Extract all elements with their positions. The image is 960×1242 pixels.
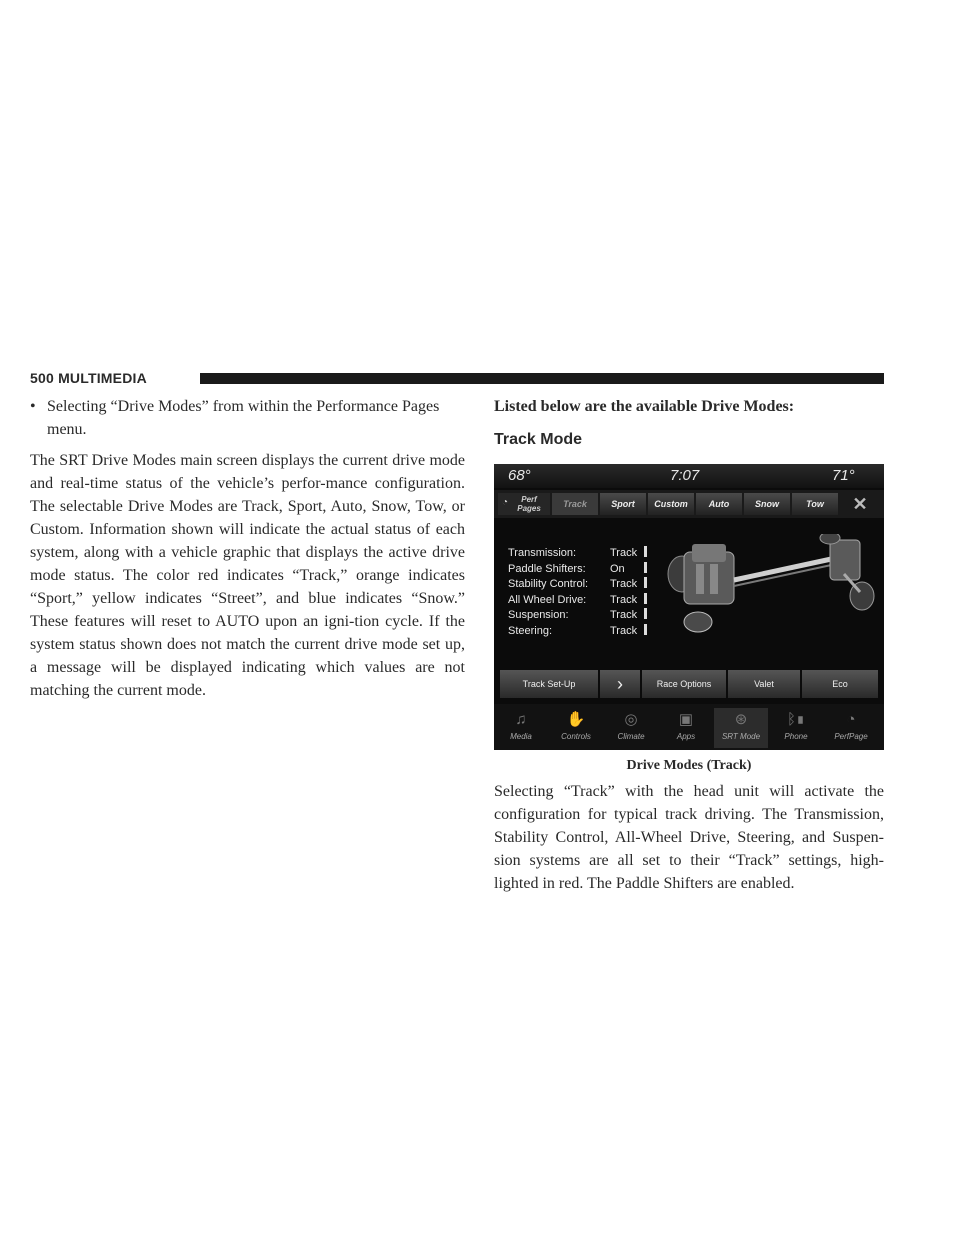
system-status-list [508, 546, 647, 639]
status-indicator [644, 608, 647, 619]
bottom-dock [494, 704, 884, 750]
tab-tow[interactable]: Tow [792, 493, 838, 515]
tab-sport[interactable]: Sport [600, 493, 646, 515]
hand-controls-icon: ✋ [566, 711, 586, 728]
modes-lead: Listed below are the available Drive Modes: [494, 398, 795, 415]
climate-dial-icon: ◎ [624, 711, 638, 728]
track-mode-paragraph: Selecting “Track” with the head unit will activate the configuration for typical track driving. The Transmission, Stability Control, All-Wheel Drive, Steering, and Suspen-sion systems are all set to their “Track” settings, high-lighted in red. The Paddle Shifters are enabled. [494, 783, 884, 892]
dock-climate[interactable]: ◎ Climate [604, 708, 658, 748]
status-row-suspension: Suspension: Track [508, 608, 647, 624]
page-number-section: 500 MULTIMEDIA [30, 370, 147, 386]
status-row-transmission: Transmission: Track [508, 546, 647, 562]
tab-auto[interactable]: Auto [696, 493, 742, 515]
close-icon[interactable]: ✕ [852, 494, 868, 514]
section-title: Track Mode [494, 431, 583, 448]
status-indicator [644, 624, 647, 635]
valet-button[interactable]: Valet [728, 670, 800, 698]
status-bar [494, 464, 884, 488]
tab-snow[interactable]: Snow [744, 493, 790, 515]
outside-temp-left: 68° [508, 467, 531, 484]
status-indicator [644, 562, 647, 573]
dock-apps[interactable]: ▣ Apps [659, 708, 713, 748]
speedometer-icon: ◔ [502, 497, 509, 508]
action-bar [500, 670, 878, 698]
status-row-paddle-shifters: Paddle Shifters: On [508, 562, 647, 578]
bullet-dot: • [30, 398, 36, 415]
gauge-icon: ◔ [846, 711, 856, 728]
track-setup-button[interactable]: Track Set-Up [500, 670, 598, 698]
status-indicator [644, 546, 647, 557]
header-rule [200, 373, 884, 384]
music-note-icon: ♫ [515, 711, 527, 728]
page-header [30, 370, 884, 390]
dock-phone[interactable]: ᛒ▮ Phone [769, 708, 823, 748]
tab-perf-pages[interactable]: ◔ Perf Pages [498, 493, 550, 515]
dock-srt-mode[interactable]: ⊛ SRT Mode [714, 708, 768, 748]
status-row-steering: Steering: Track [508, 624, 647, 640]
mode-tabs [494, 490, 884, 518]
vehicle-chassis-graphic [654, 534, 876, 644]
eco-button[interactable]: Eco [802, 670, 878, 698]
right-column [494, 395, 884, 451]
dock-controls[interactable]: ✋ Controls [549, 708, 603, 748]
figure-caption: Drive Modes (Track) [626, 758, 752, 773]
steering-wheel-icon: ⊛ [734, 711, 748, 728]
clock: 7:07 [670, 467, 700, 484]
status-indicator [644, 593, 647, 604]
left-column [30, 395, 465, 702]
drive-modes-screen [494, 464, 884, 750]
tab-track[interactable]: Track [552, 493, 598, 515]
race-options-button[interactable]: Race Options [642, 670, 726, 698]
tab-custom[interactable]: Custom [648, 493, 694, 515]
apps-bag-icon: ▣ [678, 711, 694, 728]
status-indicator [644, 577, 647, 588]
outside-temp-right: 71° [832, 467, 855, 484]
bullet-item: • Selecting “Drive Modes” from within the Performance Pages menu. [30, 395, 465, 441]
status-row-stability-control: Stability Control: Track [508, 577, 647, 593]
status-row-all-wheel-drive: All Wheel Drive: Track [508, 593, 647, 609]
dock-perfpage[interactable]: ◔ PerfPage [824, 708, 878, 748]
dock-media[interactable]: ♫ Media [494, 708, 548, 748]
bluetooth-signal-icon: ᛒ▮ [786, 711, 805, 728]
drive-modes-paragraph: The SRT Drive Modes main screen displays the current drive mode and real-time status of the vehicle’s perfor-mance configuration. The selectable Drive Modes are Track, Sport, Auto, Snow, Tow, or Custom. Information shown will indicate the actual status of each system, along with a vehicle graphic that displays the active drive mode status. The color red indicates “Track,” orange indicates “Sport,” yellow indicates “Street”, and blue indicates “Snow.” These features will reset to AUTO upon an igni-tion cycle. If the system status shown does not match the current drive mode set up, a message will be displayed indicating which values are not matching the current mode. [30, 452, 465, 699]
chevron-right-icon[interactable]: › [600, 670, 640, 698]
